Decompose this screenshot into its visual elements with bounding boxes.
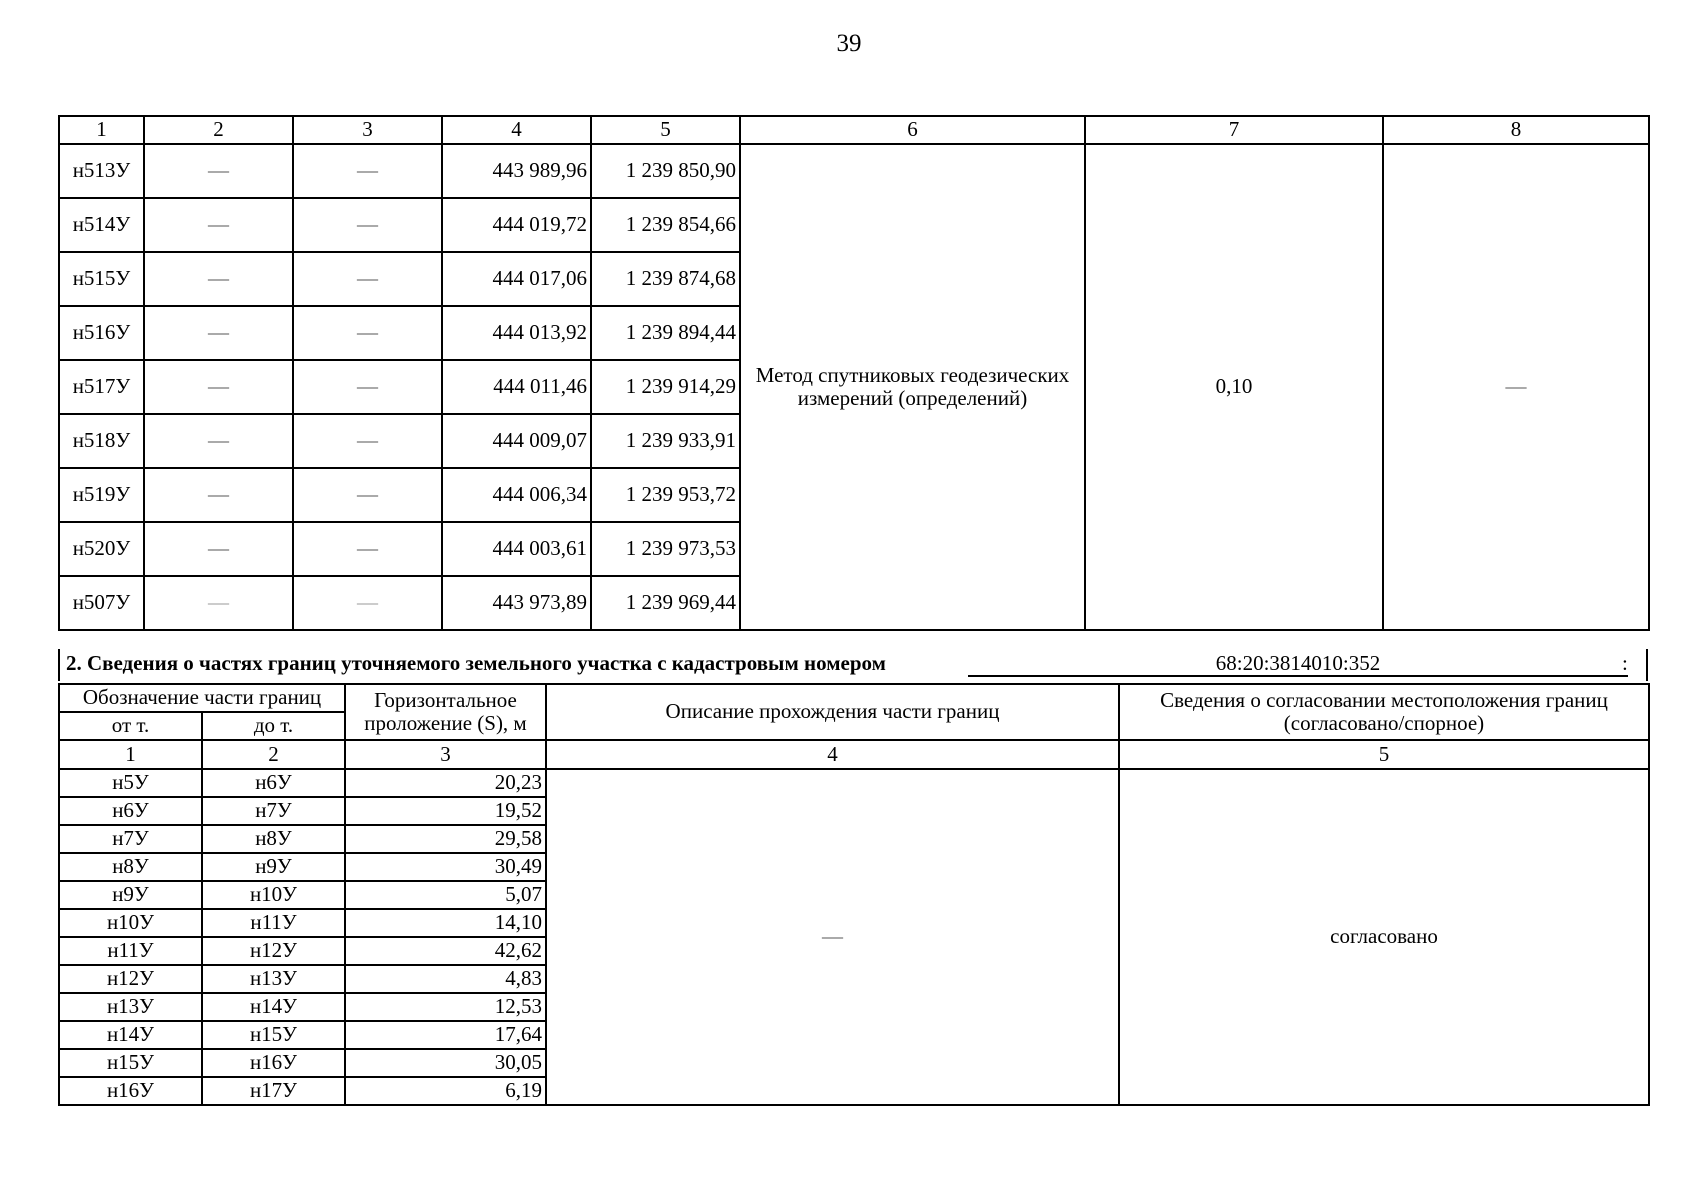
- to-point: н14У: [202, 993, 345, 1021]
- coordinate-x: 443 989,96: [442, 144, 591, 198]
- distance-value: 14,10: [345, 909, 546, 937]
- to-point: н12У: [202, 937, 345, 965]
- column-number: 5: [1119, 740, 1649, 769]
- to-point: н9У: [202, 853, 345, 881]
- column-header: 2: [144, 116, 293, 144]
- column-number: 3: [345, 740, 546, 769]
- to-point: н17У: [202, 1077, 345, 1105]
- distance-value: 42,62: [345, 937, 546, 965]
- column-numbers-row: [59, 740, 1649, 769]
- cell-dash: —: [293, 468, 442, 522]
- cell-dash: —: [144, 414, 293, 468]
- point-name: н513У: [59, 144, 144, 198]
- page-number: 39: [836, 30, 862, 57]
- cell-dash: —: [293, 522, 442, 576]
- point-name: н520У: [59, 522, 144, 576]
- cell-dash: —: [144, 252, 293, 306]
- to-point: н7У: [202, 797, 345, 825]
- from-point: н12У: [59, 965, 202, 993]
- coordinate-y: 1 239 969,44: [591, 576, 740, 630]
- cell-dash: —: [293, 306, 442, 360]
- column-header: 6: [740, 116, 1085, 144]
- to-point: н11У: [202, 909, 345, 937]
- column-number: 1: [59, 740, 202, 769]
- table-row: [59, 144, 1649, 198]
- cell-dash: —: [144, 522, 293, 576]
- distance-value: 29,58: [345, 825, 546, 853]
- point-name: н516У: [59, 306, 144, 360]
- column-header: 5: [591, 116, 740, 144]
- boundary-parts-table: [58, 683, 1650, 1106]
- point-name: н519У: [59, 468, 144, 522]
- distance-value: 20,23: [345, 769, 546, 797]
- to-point: н10У: [202, 881, 345, 909]
- point-name: н514У: [59, 198, 144, 252]
- coordinates-table: [58, 115, 1650, 631]
- distance-value: 12,53: [345, 993, 546, 1021]
- distance-value: 19,52: [345, 797, 546, 825]
- header-distance: Горизонтальное проложение (S), м: [345, 684, 546, 740]
- from-point: н9У: [59, 881, 202, 909]
- coordinate-x: 444 011,46: [442, 360, 591, 414]
- cell-dash: —: [293, 144, 442, 198]
- coordinate-x: 444 013,92: [442, 306, 591, 360]
- from-point: н11У: [59, 937, 202, 965]
- coordinate-y: 1 239 854,66: [591, 198, 740, 252]
- distance-value: 5,07: [345, 881, 546, 909]
- section-2-colon: :: [1622, 651, 1628, 675]
- cell-dash: —: [144, 360, 293, 414]
- to-point: н6У: [202, 769, 345, 797]
- column-number: 2: [202, 740, 345, 769]
- section-2-title: 2. Сведения о частях границ уточняемого земельного участка с кадастровым номером: [66, 651, 886, 675]
- to-point: н16У: [202, 1049, 345, 1077]
- from-point: н13У: [59, 993, 202, 1021]
- header-to: до т.: [202, 712, 345, 740]
- coordinate-y: 1 239 874,68: [591, 252, 740, 306]
- column-header: 8: [1383, 116, 1649, 144]
- cell-dash: —: [144, 468, 293, 522]
- cell-dash: —: [293, 360, 442, 414]
- point-name: н517У: [59, 360, 144, 414]
- section-2-heading: [58, 649, 1648, 681]
- agreement-cell: согласовано: [1119, 769, 1649, 1105]
- column-header: 3: [293, 116, 442, 144]
- method-cell: Метод спутниковых геодезических измерений (определений): [740, 144, 1085, 630]
- cell-dash: —: [144, 144, 293, 198]
- coordinate-x: 443 973,89: [442, 576, 591, 630]
- cell-dash: —: [144, 306, 293, 360]
- coordinate-x: 444 009,07: [442, 414, 591, 468]
- header-part: Обозначение части границ: [59, 684, 345, 712]
- cadastral-number: 68:20:3814010:352: [968, 651, 1628, 677]
- coordinate-y: 1 239 933,91: [591, 414, 740, 468]
- distance-value: 6,19: [345, 1077, 546, 1105]
- from-point: н16У: [59, 1077, 202, 1105]
- cell-dash: —: [293, 198, 442, 252]
- header-row: [59, 116, 1649, 144]
- cell-dash: —: [293, 252, 442, 306]
- distance-value: 30,05: [345, 1049, 546, 1077]
- coordinate-y: 1 239 914,29: [591, 360, 740, 414]
- coordinate-x: 444 017,06: [442, 252, 591, 306]
- header-agreement: Сведения о согласовании местоположения границ (согласовано/спорное): [1119, 684, 1649, 740]
- coordinate-y: 1 239 894,44: [591, 306, 740, 360]
- from-point: н8У: [59, 853, 202, 881]
- to-point: н13У: [202, 965, 345, 993]
- from-point: н5У: [59, 769, 202, 797]
- from-point: н10У: [59, 909, 202, 937]
- col8-cell: —: [1383, 144, 1649, 630]
- distance-value: 4,83: [345, 965, 546, 993]
- to-point: н15У: [202, 1021, 345, 1049]
- cell-dash: —: [144, 198, 293, 252]
- header-row: [59, 684, 1649, 712]
- header-description: Описание прохождения части границ: [546, 684, 1119, 740]
- description-cell: —: [546, 769, 1119, 1105]
- column-header: 1: [59, 116, 144, 144]
- coordinate-y: 1 239 973,53: [591, 522, 740, 576]
- cell-dash: —: [293, 414, 442, 468]
- coordinate-x: 444 003,61: [442, 522, 591, 576]
- from-point: н15У: [59, 1049, 202, 1077]
- cell-dash: —: [144, 576, 293, 630]
- from-point: н7У: [59, 825, 202, 853]
- column-header: 7: [1085, 116, 1383, 144]
- cell-dash: —: [293, 576, 442, 630]
- distance-value: 30,49: [345, 853, 546, 881]
- point-name: н518У: [59, 414, 144, 468]
- coordinate-x: 444 019,72: [442, 198, 591, 252]
- from-point: н6У: [59, 797, 202, 825]
- distance-value: 17,64: [345, 1021, 546, 1049]
- column-number: 4: [546, 740, 1119, 769]
- from-point: н14У: [59, 1021, 202, 1049]
- point-name: н507У: [59, 576, 144, 630]
- header-from: от т.: [59, 712, 202, 740]
- point-name: н515У: [59, 252, 144, 306]
- accuracy-cell: 0,10: [1085, 144, 1383, 630]
- coordinate-y: 1 239 953,72: [591, 468, 740, 522]
- table-row: [59, 769, 1649, 797]
- to-point: н8У: [202, 825, 345, 853]
- coordinate-y: 1 239 850,90: [591, 144, 740, 198]
- column-header: 4: [442, 116, 591, 144]
- coordinate-x: 444 006,34: [442, 468, 591, 522]
